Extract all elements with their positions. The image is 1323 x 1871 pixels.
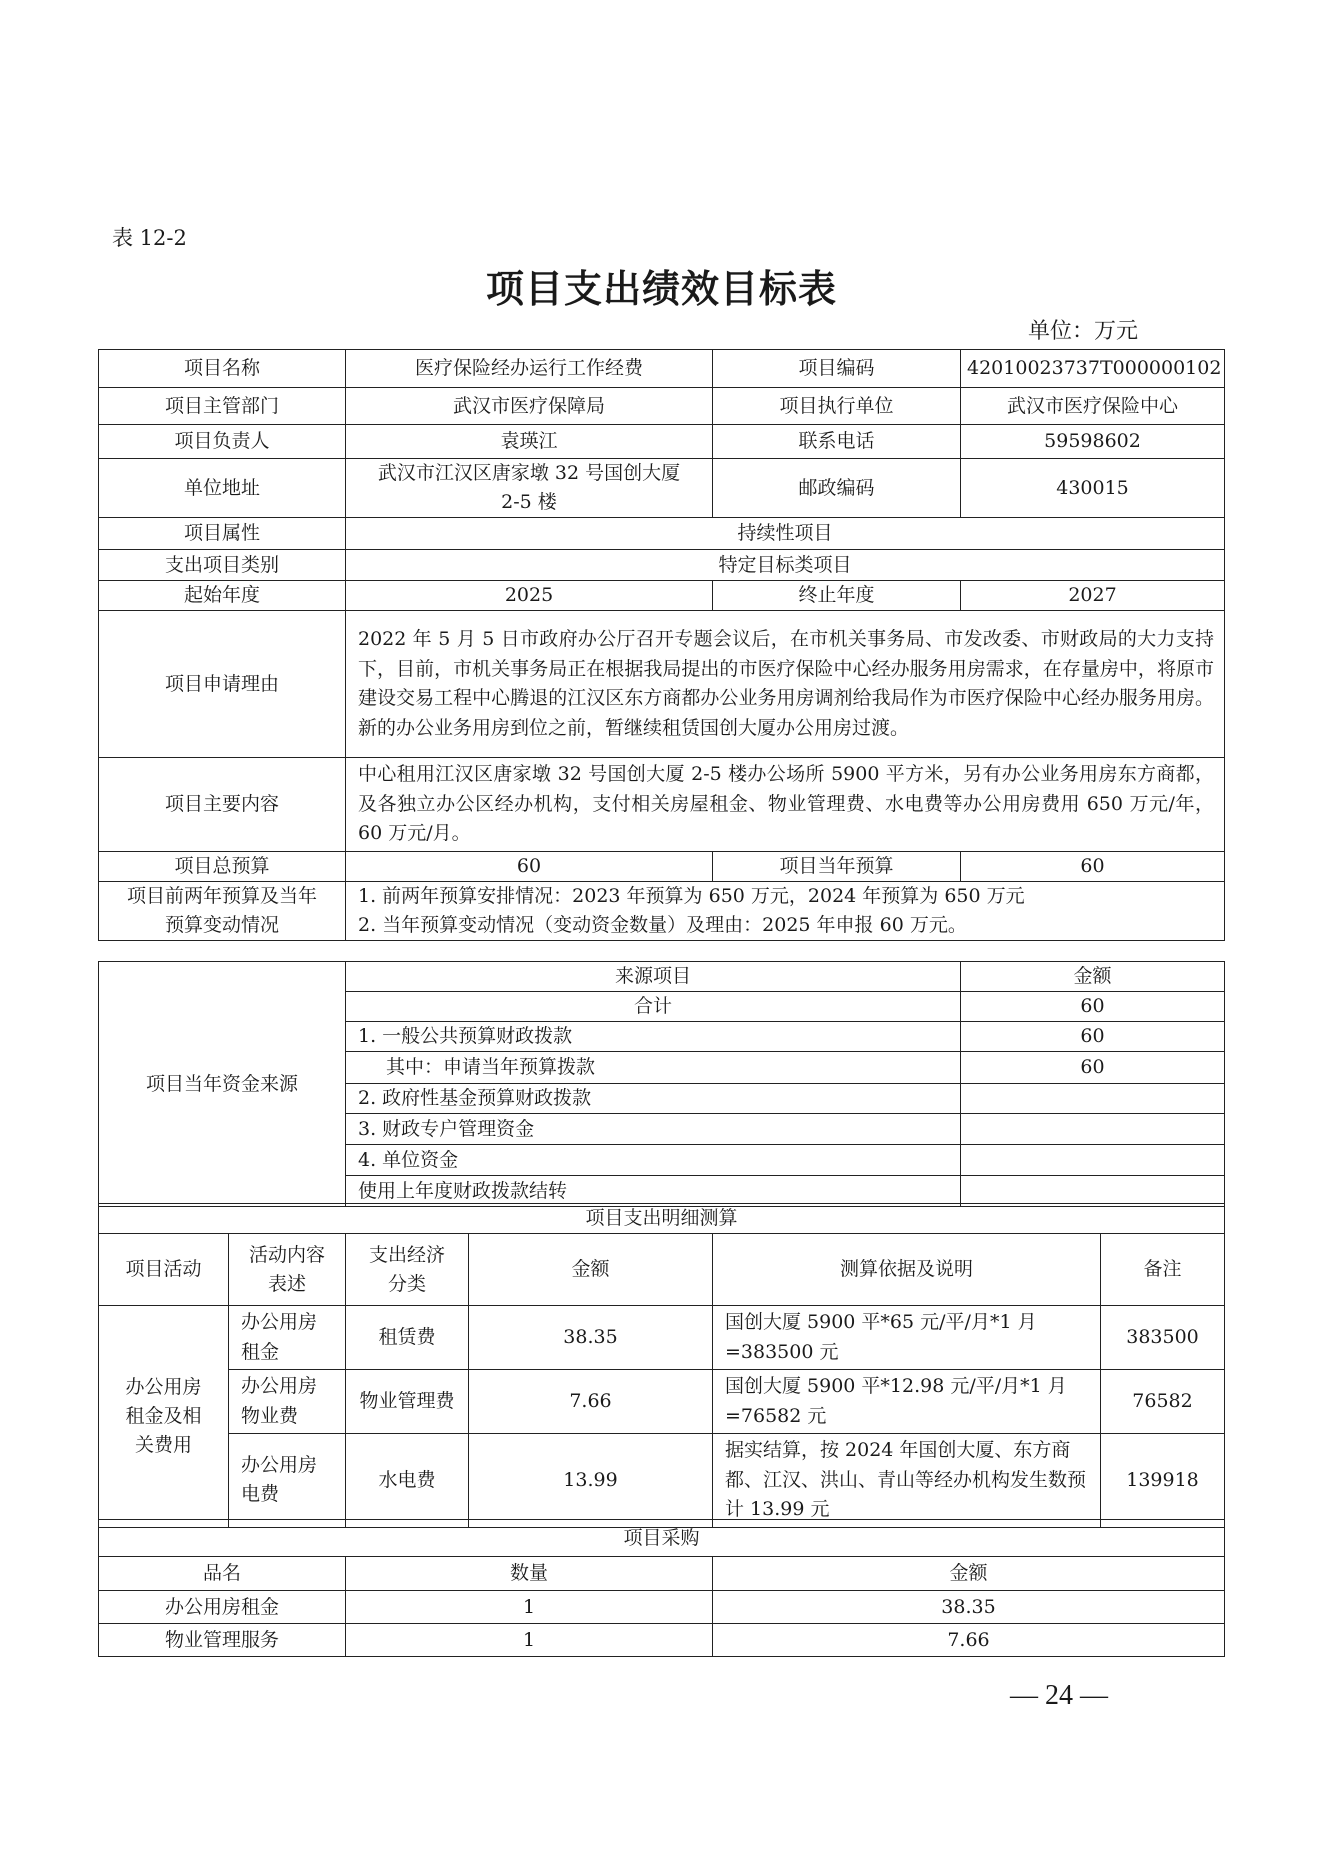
category-label: 支出项目类别 bbox=[99, 550, 346, 581]
activity-desc: 办公用房物业费 bbox=[229, 1370, 346, 1434]
header-econ bbox=[346, 1234, 469, 1306]
table-row bbox=[99, 611, 1225, 758]
item-qty: 1 bbox=[346, 1591, 713, 1624]
table-row bbox=[99, 1204, 1225, 1234]
address-line-1: 武汉市江汉区唐家墩 32 号国创大厦 bbox=[377, 462, 681, 484]
budget-change-label-line-2: 预算变动情况 bbox=[164, 913, 279, 936]
dept-label: 项目主管部门 bbox=[99, 388, 346, 425]
reason-label: 项目申请理由 bbox=[99, 611, 346, 758]
activity-line-2: 租金及相 bbox=[125, 1404, 202, 1427]
address-label: 单位地址 bbox=[99, 459, 346, 518]
page-title: 项目支出绩效目标表 bbox=[485, 267, 837, 311]
end-year-label: 终止年度 bbox=[713, 581, 961, 611]
detail-amount: 13.99 bbox=[469, 1434, 713, 1528]
detail-amount: 7.66 bbox=[469, 1370, 713, 1434]
project-info-table bbox=[98, 349, 1225, 941]
header-desc-line-1: 活动内容 bbox=[248, 1243, 325, 1266]
expenditure-detail-table bbox=[98, 1203, 1225, 1528]
page-number: — 24 — bbox=[1010, 1680, 1108, 1711]
col-qty-header: 数量 bbox=[346, 1557, 713, 1591]
table-row bbox=[99, 851, 1225, 881]
content-text: 中心租用江汉区唐家墩 32 号国创大厦 2-5 楼办公场所 5900 平方米，另有办公业务用房东方商都，及各独立办公区经办机构，支付相关房屋租金、物业管理费、水电费等办公用房费用 650 万元/年，60 万元/月。 bbox=[346, 758, 1225, 852]
econ-class: 水电费 bbox=[346, 1434, 469, 1528]
table-row bbox=[99, 1624, 1225, 1657]
table-row bbox=[99, 1434, 1225, 1528]
total-budget: 60 bbox=[346, 851, 713, 881]
year-budget-label: 项目当年预算 bbox=[713, 851, 961, 881]
reason-text: 2022 年 5 月 5 日市政府办公厅召开专题会议后，在市机关事务局、市发改委、市财政局的大力支持下，目前，市机关事务局正在根据我局提出的市医疗保险中心经办服务用房需求，在存量房中，将原市建设交易工程中心腾退的江汉区东方商都办公业务用房调剂给我局作为市医疗保险中心经办服务用房。新的办公业务用房到位之前，暂继续租赁国创大厦办公用房过渡。 bbox=[346, 611, 1225, 758]
budget-change-line-2: 2. 当年预算变动情况（变动资金数量）及理由：2025 年申报 60 万元。 bbox=[358, 913, 967, 936]
header-desc-line-2: 表述 bbox=[267, 1272, 306, 1295]
detail-note: 139918 bbox=[1101, 1434, 1225, 1528]
exec-unit: 武汉市医疗保险中心 bbox=[961, 388, 1225, 425]
activity-line-3: 关费用 bbox=[134, 1433, 192, 1456]
table-row bbox=[99, 1557, 1225, 1591]
item-amount: 38.35 bbox=[713, 1591, 1225, 1624]
funding-amount bbox=[961, 1145, 1225, 1176]
col-amount-header: 金额 bbox=[961, 962, 1225, 992]
postcode: 430015 bbox=[961, 459, 1225, 518]
postcode-label: 邮政编码 bbox=[713, 459, 961, 518]
address bbox=[346, 459, 713, 518]
project-name-label: 项目名称 bbox=[99, 350, 346, 388]
procurement-table bbox=[98, 1519, 1225, 1657]
table-row bbox=[99, 962, 1225, 992]
table-row bbox=[99, 1520, 1225, 1557]
start-year-label: 起始年度 bbox=[99, 581, 346, 611]
funding-source: 合计 bbox=[346, 992, 961, 1022]
funding-source: 其中：申请当年预算拨款 bbox=[346, 1052, 961, 1084]
funding-source: 3. 财政专户管理资金 bbox=[346, 1114, 961, 1145]
activity-name bbox=[99, 1306, 229, 1528]
unit-label: 单位：万元 bbox=[1028, 319, 1139, 344]
start-year: 2025 bbox=[346, 581, 713, 611]
econ-class: 租赁费 bbox=[346, 1306, 469, 1370]
procurement-section-title: 项目采购 bbox=[99, 1520, 1225, 1557]
funding-amount bbox=[961, 1176, 1225, 1207]
table-row bbox=[99, 581, 1225, 611]
table-row bbox=[99, 350, 1225, 388]
header-activity: 项目活动 bbox=[99, 1234, 229, 1306]
item-amount: 7.66 bbox=[713, 1624, 1225, 1657]
phone: 59598602 bbox=[961, 425, 1225, 459]
header-econ-line-1: 支出经济 bbox=[368, 1243, 445, 1266]
table-row bbox=[99, 1306, 1225, 1370]
col-name-header: 品名 bbox=[99, 1557, 346, 1591]
header-desc bbox=[229, 1234, 346, 1306]
phone-label: 联系电话 bbox=[713, 425, 961, 459]
header-econ-line-2: 分类 bbox=[387, 1272, 426, 1295]
activity-desc: 办公用房电费 bbox=[229, 1434, 346, 1528]
detail-amount: 38.35 bbox=[469, 1306, 713, 1370]
budget-change-label bbox=[99, 881, 346, 940]
content-label: 项目主要内容 bbox=[99, 758, 346, 852]
attribute-label: 项目属性 bbox=[99, 518, 346, 550]
item-name: 办公用房租金 bbox=[99, 1591, 346, 1624]
funding-label: 项目当年资金来源 bbox=[99, 962, 346, 1207]
funding-amount bbox=[961, 1114, 1225, 1145]
detail-note: 383500 bbox=[1101, 1306, 1225, 1370]
budget-change-line-1: 1. 前两年预算安排情况：2023 年预算为 650 万元，2024 年预算为 650 万元 bbox=[358, 884, 1025, 907]
calc-basis: 国创大厦 5900 平*65 元/平/月*1 月=383500 元 bbox=[713, 1306, 1101, 1370]
header-basis: 测算依据及说明 bbox=[713, 1234, 1101, 1306]
table-row bbox=[99, 881, 1225, 940]
budget-change-text bbox=[346, 881, 1225, 940]
total-budget-label: 项目总预算 bbox=[99, 851, 346, 881]
header-amount: 金额 bbox=[469, 1234, 713, 1306]
category: 特定目标类项目 bbox=[346, 550, 1225, 581]
funding-source: 1. 一般公共预算财政拨款 bbox=[346, 1022, 961, 1052]
funding-amount: 60 bbox=[961, 992, 1225, 1022]
econ-class: 物业管理费 bbox=[346, 1370, 469, 1434]
funding-source: 2. 政府性基金预算财政拨款 bbox=[346, 1084, 961, 1114]
table-row bbox=[99, 425, 1225, 459]
item-qty: 1 bbox=[346, 1624, 713, 1657]
detail-note: 76582 bbox=[1101, 1370, 1225, 1434]
project-name: 医疗保险经办运行工作经费 bbox=[346, 350, 713, 388]
activity-desc: 办公用房租金 bbox=[229, 1306, 346, 1370]
address-line-2: 2-5 楼 bbox=[501, 491, 557, 513]
table-row bbox=[99, 1591, 1225, 1624]
calc-basis: 据实结算，按 2024 年国创大厦、东方商都、江汉、洪山、青山等经办机构发生数预计 13.99 元 bbox=[713, 1434, 1101, 1528]
year-budget: 60 bbox=[961, 851, 1225, 881]
leader: 袁瑛江 bbox=[346, 425, 713, 459]
funding-source: 4. 单位资金 bbox=[346, 1145, 961, 1176]
table-row bbox=[99, 518, 1225, 550]
table-row bbox=[99, 459, 1225, 518]
dept: 武汉市医疗保障局 bbox=[346, 388, 713, 425]
funding-amount bbox=[961, 1084, 1225, 1114]
calc-basis: 国创大厦 5900 平*12.98 元/平/月*1 月=76582 元 bbox=[713, 1370, 1101, 1434]
funding-source-table bbox=[98, 961, 1225, 1207]
table-row bbox=[99, 550, 1225, 581]
project-code-label: 项目编码 bbox=[713, 350, 961, 388]
col-amount-header: 金额 bbox=[713, 1557, 1225, 1591]
table-row bbox=[99, 1370, 1225, 1434]
item-name: 物业管理服务 bbox=[99, 1624, 346, 1657]
funding-amount: 60 bbox=[961, 1022, 1225, 1052]
end-year: 2027 bbox=[961, 581, 1225, 611]
exec-unit-label: 项目执行单位 bbox=[713, 388, 961, 425]
table-row bbox=[99, 758, 1225, 852]
detail-section-title: 项目支出明细测算 bbox=[99, 1204, 1225, 1234]
header-note: 备注 bbox=[1101, 1234, 1225, 1306]
table-row bbox=[99, 1234, 1225, 1306]
table-row bbox=[99, 388, 1225, 425]
col-source-header: 来源项目 bbox=[346, 962, 961, 992]
project-code: 42010023737T000000102 bbox=[961, 350, 1225, 388]
activity-line-1: 办公用房 bbox=[125, 1375, 202, 1398]
funding-amount: 60 bbox=[961, 1052, 1225, 1084]
funding-source: 使用上年度财政拨款结转 bbox=[346, 1176, 961, 1207]
table-number: 表 12-2 bbox=[112, 226, 187, 250]
budget-change-label-line-1: 项目前两年预算及当年 bbox=[126, 884, 317, 907]
attribute: 持续性项目 bbox=[346, 518, 1225, 550]
leader-label: 项目负责人 bbox=[99, 425, 346, 459]
